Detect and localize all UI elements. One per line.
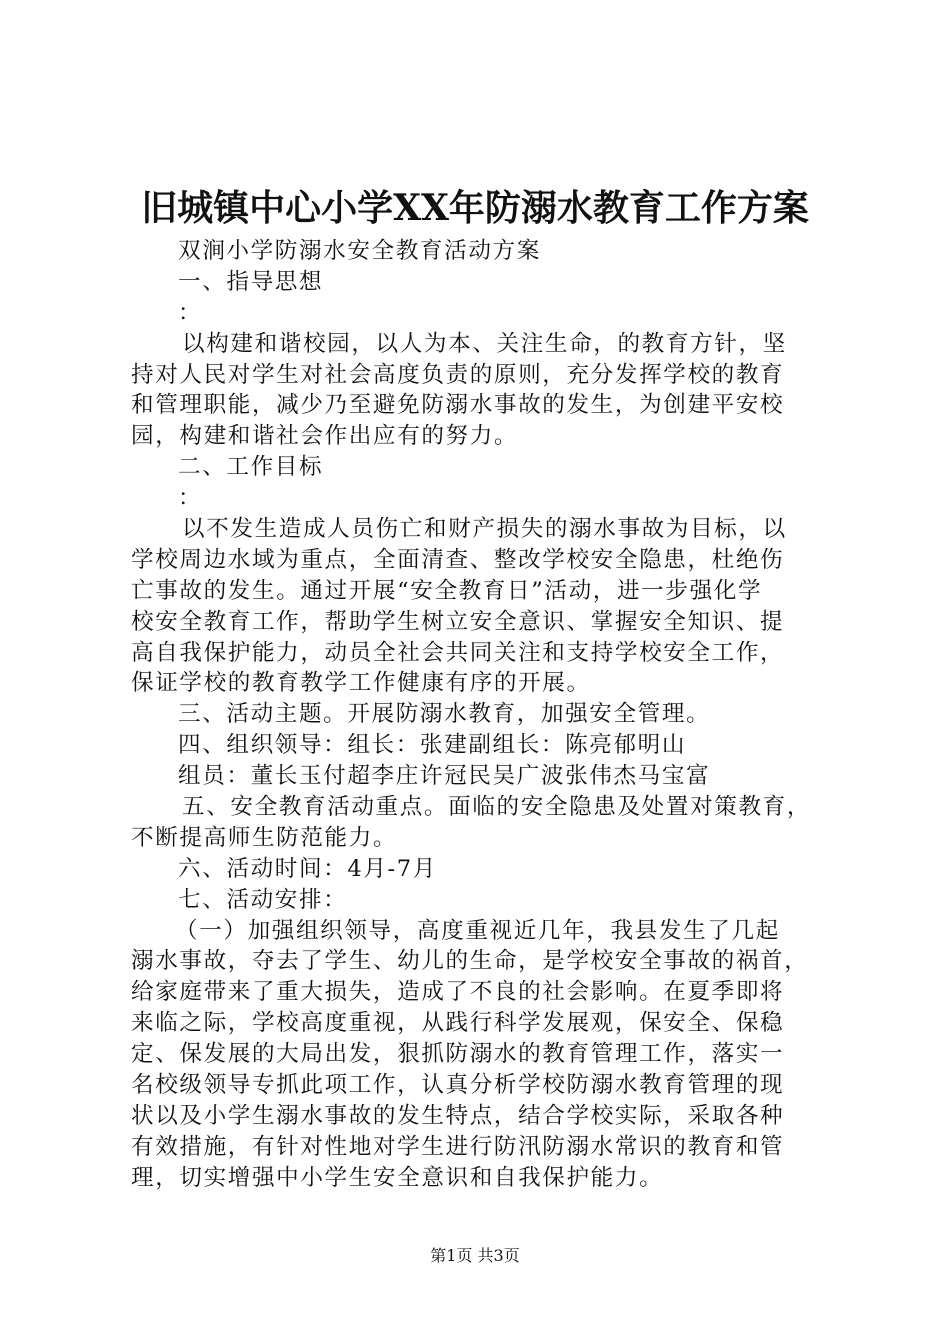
paragraph-line: （一）加强组织领导，高度重视近几年，我县发生了几起 — [175, 917, 780, 944]
paragraph-line: 理，切实增强中小学生安全意识和自我保护能力。 — [131, 1164, 664, 1191]
colon-line: ： — [178, 299, 203, 326]
section-heading: 七、活动安排： — [178, 886, 348, 913]
section-heading: 五、安全教育活动重点。面临的安全隐患及处置对策教育， — [182, 794, 812, 821]
section-heading: 一、指导思想 — [178, 268, 324, 295]
paragraph-line: 校安全教育工作，帮助学生树立安全意识、掌握安全知识、提 — [131, 608, 785, 635]
paragraph-line: 名校级领导专抓此项工作，认真分析学校防溺水教育管理的现 — [131, 1072, 785, 1099]
section-heading: 四、组织领导：组长：张建副组长：陈亮郁明山 — [178, 732, 687, 759]
paragraph-line: 溺水事故，夺去了学生、幼儿的生命，是学校安全事故的祸首， — [131, 948, 809, 975]
page-number-footer: 第1页 共3页 — [430, 1246, 520, 1265]
paragraph-line: 状以及小学生溺水事故的发生特点，结合学校实际，采取各种 — [131, 1102, 785, 1129]
paragraph-line: 学校周边水域为重点，全面清查、整改学校安全隐患，杜绝伤 — [131, 546, 785, 573]
paragraph-line: 有效措施，有针对性地对学生进行防汛防溺水常识的教育和管 — [131, 1133, 785, 1160]
paragraph-line: 园，构建和谐社会作出应有的努力。 — [131, 423, 519, 450]
paragraph-line: 给家庭带来了重大损失，造成了不良的社会影响。在夏季即将 — [131, 979, 785, 1006]
section-heading: 三、活动主题。开展防溺水教育，加强安全管理。 — [178, 701, 711, 728]
section-heading: 二、工作目标 — [178, 454, 324, 481]
paragraph-line: 亡事故的发生。通过开展“安全教育日”活动，进一步强化学 — [131, 577, 763, 604]
document-title: 旧城镇中心小学XX年防溺水教育工作方案 — [141, 187, 809, 229]
paragraph-line: 组员：董长玉付超李庄许冠民吴广波张伟杰马宝富 — [178, 763, 711, 790]
paragraph-line: 不断提高师生防范能力。 — [131, 824, 398, 851]
paragraph-line: 高自我保护能力，动员全社会共同关注和支持学校安全工作， — [131, 639, 785, 666]
paragraph-line: 定、保发展的大局出发，狠抓防溺水的教育管理工作，落实一 — [131, 1041, 785, 1068]
paragraph-line: 来临之际，学校高度重视，从践行科学发展观，保安全、保稳 — [131, 1010, 785, 1037]
paragraph-line: 以构建和谐校园，以人为本、关注生命，的教育方针，坚 — [182, 330, 787, 357]
section-heading: 六、活动时间：4月-7月 — [178, 855, 437, 882]
paragraph-line: 和管理职能，减少乃至避免防溺水事故的发生，为创建平安校 — [131, 392, 785, 419]
subtitle-line: 双涧小学防溺水安全教育活动方案 — [178, 238, 541, 264]
colon-line: ： — [178, 485, 203, 512]
paragraph-line: 以不发生造成人员伤亡和财产损失的溺水事故为目标，以 — [182, 516, 787, 543]
paragraph-line: 保证学校的教育教学工作健康有序的开展。 — [131, 670, 591, 697]
document-body — [131, 236, 831, 1194]
paragraph-line: 持对人民对学生对社会高度负责的原则，充分发挥学校的教育 — [131, 361, 785, 388]
